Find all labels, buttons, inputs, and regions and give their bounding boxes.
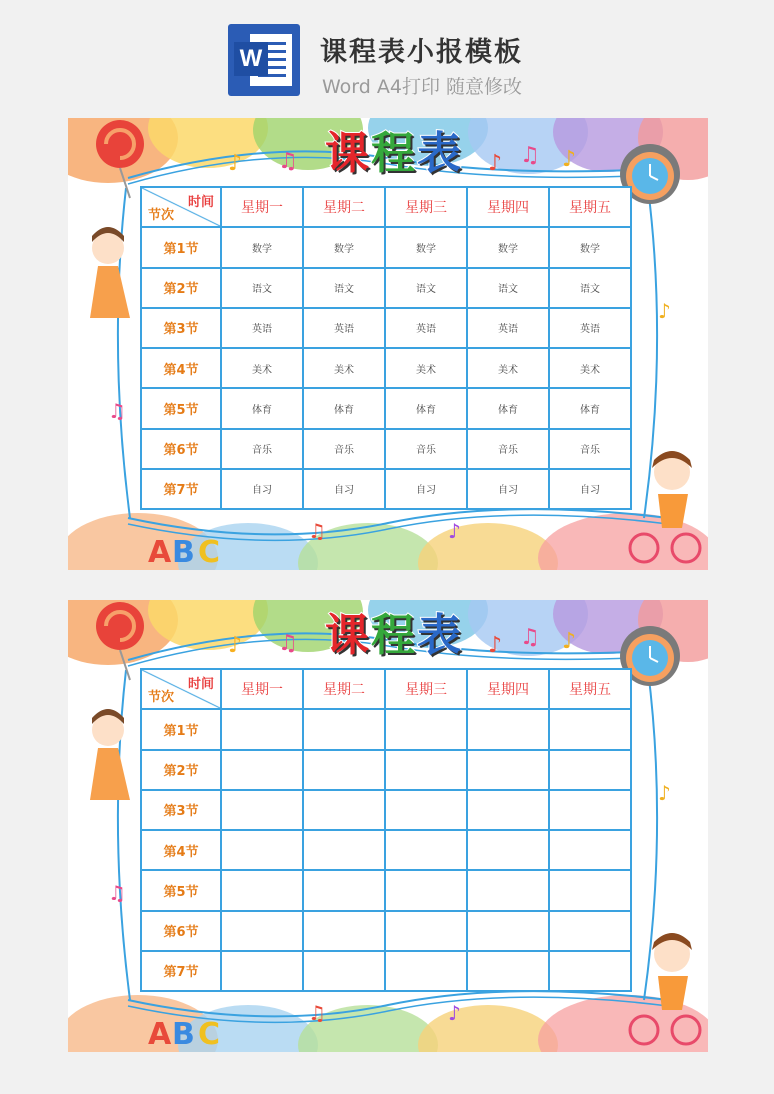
class-cell[interactable]: 音乐 bbox=[221, 429, 303, 469]
day-header: 星期四 bbox=[467, 669, 549, 709]
table-row bbox=[141, 911, 631, 951]
title-char-1: 课 bbox=[325, 610, 371, 661]
svg-text:♪: ♪ bbox=[448, 1001, 461, 1025]
corner-period-label: 节次 bbox=[148, 690, 175, 706]
class-cell[interactable]: 英语 bbox=[467, 308, 549, 348]
empty-cell[interactable] bbox=[549, 870, 631, 910]
period-label: 第5节 bbox=[141, 388, 221, 428]
empty-cell[interactable] bbox=[549, 830, 631, 870]
empty-cell[interactable] bbox=[549, 911, 631, 951]
day-header: 星期三 bbox=[385, 669, 467, 709]
class-cell[interactable]: 美术 bbox=[549, 348, 631, 388]
svg-text:♪: ♪ bbox=[658, 299, 671, 323]
class-cell[interactable]: 英语 bbox=[303, 308, 385, 348]
table-row bbox=[141, 870, 631, 910]
period-label: 第3节 bbox=[141, 790, 221, 830]
empty-cell[interactable] bbox=[221, 870, 303, 910]
svg-text:♫: ♫ bbox=[278, 631, 298, 656]
class-cell[interactable]: 体育 bbox=[385, 388, 467, 428]
period-label: 第2节 bbox=[141, 268, 221, 308]
empty-cell[interactable] bbox=[467, 830, 549, 870]
empty-cell[interactable] bbox=[221, 709, 303, 749]
period-label: 第4节 bbox=[141, 348, 221, 388]
schedule-title bbox=[304, 126, 484, 182]
empty-cell[interactable] bbox=[303, 911, 385, 951]
title-char-2: 程 bbox=[371, 610, 417, 661]
table-row bbox=[141, 750, 631, 790]
class-cell[interactable]: 英语 bbox=[221, 308, 303, 348]
empty-cell[interactable] bbox=[467, 709, 549, 749]
word-icon bbox=[228, 24, 300, 96]
table-row bbox=[141, 348, 631, 388]
class-cell[interactable]: 体育 bbox=[221, 388, 303, 428]
empty-cell[interactable] bbox=[221, 911, 303, 951]
table-row bbox=[141, 429, 631, 469]
empty-cell[interactable] bbox=[221, 750, 303, 790]
empty-cell[interactable] bbox=[385, 830, 467, 870]
day-header: 星期一 bbox=[221, 187, 303, 227]
svg-text:A: A bbox=[148, 1017, 172, 1052]
schedule-table bbox=[140, 186, 632, 510]
template-header bbox=[0, 0, 774, 112]
schedule-page-blank bbox=[68, 600, 708, 1052]
period-label: 第1节 bbox=[141, 227, 221, 267]
svg-text:♪: ♪ bbox=[658, 781, 671, 805]
empty-cell[interactable] bbox=[467, 911, 549, 951]
svg-text:♪: ♪ bbox=[488, 633, 503, 658]
svg-text:♫: ♫ bbox=[520, 625, 540, 650]
class-cell[interactable]: 语文 bbox=[385, 268, 467, 308]
class-cell[interactable]: 英语 bbox=[549, 308, 631, 348]
class-cell[interactable]: 美术 bbox=[303, 348, 385, 388]
empty-cell[interactable] bbox=[303, 750, 385, 790]
empty-cell[interactable] bbox=[385, 709, 467, 749]
empty-cell[interactable] bbox=[385, 750, 467, 790]
empty-cell[interactable] bbox=[549, 790, 631, 830]
empty-cell[interactable] bbox=[385, 951, 467, 991]
schedule-title bbox=[304, 608, 484, 664]
corner-period-label: 节次 bbox=[148, 208, 175, 224]
title-char-3: 表 bbox=[417, 128, 463, 179]
empty-cell[interactable] bbox=[221, 830, 303, 870]
svg-text:A: A bbox=[148, 535, 172, 570]
empty-cell[interactable] bbox=[303, 951, 385, 991]
period-label: 第3节 bbox=[141, 308, 221, 348]
class-cell[interactable]: 体育 bbox=[467, 388, 549, 428]
empty-cell[interactable] bbox=[467, 790, 549, 830]
class-cell[interactable]: 音乐 bbox=[303, 429, 385, 469]
title-char-3: 表 bbox=[417, 610, 463, 661]
table-row bbox=[141, 227, 631, 267]
empty-cell[interactable] bbox=[385, 911, 467, 951]
svg-text:♫: ♫ bbox=[520, 143, 540, 168]
template-subtitle: Word A4打印 随意修改 bbox=[322, 76, 523, 98]
table-row bbox=[141, 830, 631, 870]
empty-cell[interactable] bbox=[385, 870, 467, 910]
svg-text:♪: ♪ bbox=[228, 633, 243, 658]
empty-cell[interactable] bbox=[549, 709, 631, 749]
svg-text:B: B bbox=[172, 1017, 195, 1052]
period-label: 第7节 bbox=[141, 951, 221, 991]
svg-text:♫: ♫ bbox=[108, 881, 126, 905]
schedule-table-blank bbox=[140, 668, 632, 992]
svg-text:♪: ♪ bbox=[562, 147, 577, 172]
period-label: 第5节 bbox=[141, 870, 221, 910]
svg-text:♪: ♪ bbox=[448, 519, 461, 543]
period-label: 第6节 bbox=[141, 429, 221, 469]
svg-text:♫: ♫ bbox=[308, 1001, 326, 1025]
table-row bbox=[141, 951, 631, 991]
class-cell[interactable]: 音乐 bbox=[549, 429, 631, 469]
class-cell[interactable]: 自习 bbox=[467, 469, 549, 509]
class-cell[interactable]: 数学 bbox=[221, 227, 303, 267]
class-cell[interactable]: 自习 bbox=[549, 469, 631, 509]
class-cell[interactable]: 语文 bbox=[221, 268, 303, 308]
day-header: 星期五 bbox=[549, 669, 631, 709]
class-cell[interactable]: 语文 bbox=[549, 268, 631, 308]
table-row bbox=[141, 709, 631, 749]
corner-time-label: 时间 bbox=[187, 195, 214, 210]
corner-cell bbox=[141, 187, 221, 227]
empty-cell[interactable] bbox=[467, 951, 549, 991]
class-cell[interactable]: 数学 bbox=[549, 227, 631, 267]
svg-text:♫: ♫ bbox=[278, 149, 298, 174]
table-row bbox=[141, 308, 631, 348]
class-cell[interactable]: 自习 bbox=[303, 469, 385, 509]
class-cell[interactable]: 语文 bbox=[467, 268, 549, 308]
word-letter: W bbox=[234, 42, 268, 76]
period-label: 第7节 bbox=[141, 469, 221, 509]
table-header-row bbox=[141, 187, 631, 227]
class-cell[interactable]: 数学 bbox=[467, 227, 549, 267]
svg-text:C: C bbox=[198, 535, 221, 570]
class-cell[interactable]: 自习 bbox=[221, 469, 303, 509]
empty-cell[interactable] bbox=[221, 951, 303, 991]
corner-time-label: 时间 bbox=[187, 677, 214, 692]
day-header: 星期二 bbox=[303, 187, 385, 227]
table-row bbox=[141, 469, 631, 509]
svg-text:♪: ♪ bbox=[488, 151, 503, 176]
day-header: 星期三 bbox=[385, 187, 467, 227]
period-label: 第4节 bbox=[141, 830, 221, 870]
svg-text:♪: ♪ bbox=[228, 151, 243, 176]
day-header: 星期一 bbox=[221, 669, 303, 709]
class-cell[interactable]: 美术 bbox=[467, 348, 549, 388]
title-char-1: 课 bbox=[325, 128, 371, 179]
day-header: 星期二 bbox=[303, 669, 385, 709]
empty-cell[interactable] bbox=[467, 870, 549, 910]
class-cell[interactable]: 音乐 bbox=[467, 429, 549, 469]
class-cell[interactable]: 美术 bbox=[385, 348, 467, 388]
schedule-page-filled bbox=[68, 118, 708, 570]
table-row bbox=[141, 268, 631, 308]
class-cell[interactable]: 自习 bbox=[385, 469, 467, 509]
svg-text:C: C bbox=[198, 1017, 221, 1052]
empty-cell[interactable] bbox=[549, 750, 631, 790]
day-header: 星期五 bbox=[549, 187, 631, 227]
corner-cell bbox=[141, 669, 221, 709]
class-cell[interactable]: 美术 bbox=[221, 348, 303, 388]
class-cell[interactable]: 英语 bbox=[385, 308, 467, 348]
svg-text:♫: ♫ bbox=[308, 519, 326, 543]
svg-text:B: B bbox=[172, 535, 195, 570]
class-cell[interactable]: 体育 bbox=[303, 388, 385, 428]
title-char-2: 程 bbox=[371, 128, 417, 179]
empty-cell[interactable] bbox=[549, 951, 631, 991]
empty-cell[interactable] bbox=[221, 790, 303, 830]
table-header-row bbox=[141, 669, 631, 709]
table-row bbox=[141, 790, 631, 830]
empty-cell[interactable] bbox=[303, 830, 385, 870]
class-cell[interactable]: 数学 bbox=[303, 227, 385, 267]
table-row bbox=[141, 388, 631, 428]
template-title: 课程表小报模板 bbox=[320, 37, 523, 68]
empty-cell[interactable] bbox=[303, 709, 385, 749]
empty-cell[interactable] bbox=[303, 870, 385, 910]
class-cell[interactable]: 体育 bbox=[549, 388, 631, 428]
class-cell[interactable]: 语文 bbox=[303, 268, 385, 308]
period-label: 第2节 bbox=[141, 750, 221, 790]
svg-text:♪: ♪ bbox=[562, 629, 577, 654]
day-header: 星期四 bbox=[467, 187, 549, 227]
period-label: 第6节 bbox=[141, 911, 221, 951]
empty-cell[interactable] bbox=[467, 750, 549, 790]
period-label: 第1节 bbox=[141, 709, 221, 749]
class-cell[interactable]: 数学 bbox=[385, 227, 467, 267]
empty-cell[interactable] bbox=[303, 790, 385, 830]
empty-cell[interactable] bbox=[385, 790, 467, 830]
class-cell[interactable]: 音乐 bbox=[385, 429, 467, 469]
svg-text:♫: ♫ bbox=[108, 399, 126, 423]
